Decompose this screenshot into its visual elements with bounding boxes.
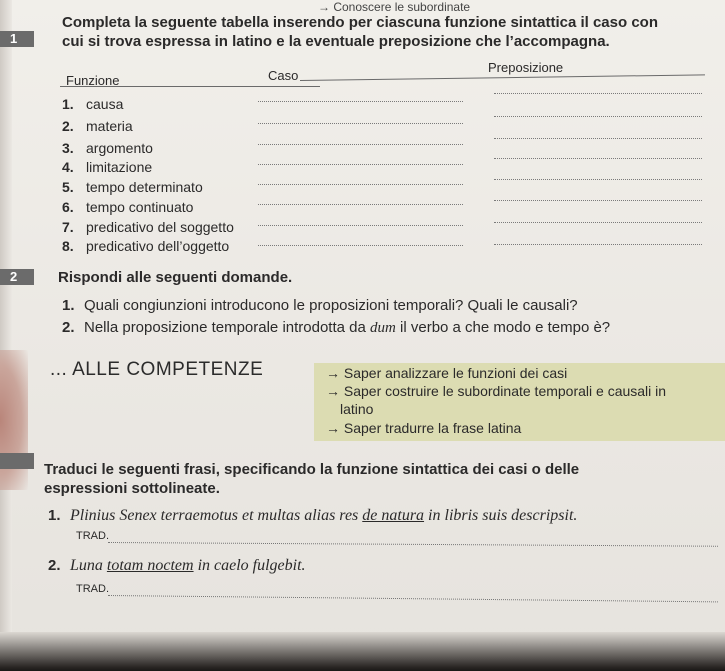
bottom-shadow <box>0 632 725 671</box>
question-text-before: Nella proposizione temporale introdotta da <box>84 319 371 336</box>
table-row <box>62 118 133 134</box>
row-number: 4. <box>62 159 74 175</box>
row-label: predicativo del soggetto <box>86 219 234 235</box>
table-row <box>62 179 203 195</box>
exercise-1-title-line2: cui si trova espressa in latino e la eventuale preposizione che l’accompagna. <box>62 33 610 50</box>
case-blank[interactable] <box>258 184 463 185</box>
preposition-blank[interactable] <box>494 138 702 139</box>
preposition-blank[interactable] <box>494 158 702 159</box>
underlined-expression: totam noctem <box>106 557 194 574</box>
competenze-heading: ... ALLE COMPETENZE <box>50 359 264 380</box>
row-number: 3. <box>62 140 74 156</box>
sentence-number: 1. <box>48 507 61 524</box>
table-row <box>62 238 229 254</box>
exercise-1-number: 1 <box>0 31 34 47</box>
table-row <box>62 199 193 215</box>
preposition-blank[interactable] <box>494 116 702 117</box>
sentence-number: 2. <box>48 557 61 574</box>
competenze-item: → Saper costruire le subordinate temporali e causali in <box>326 383 667 399</box>
preposition-blank[interactable] <box>494 93 702 94</box>
exercise-2-title: Rispondi alle seguenti domande. <box>58 269 293 286</box>
sentence-text-after: in libris suis descripsit. <box>424 507 578 524</box>
question-number: 2. <box>62 319 75 336</box>
preposition-blank[interactable] <box>494 222 702 223</box>
exercise-3-marker <box>0 453 34 469</box>
row-label: materia <box>86 118 133 134</box>
row-label: limitazione <box>86 159 153 175</box>
row-number: 5. <box>62 179 74 195</box>
row-number: 8. <box>62 238 74 254</box>
question-text-after: il verbo a che modo e tempo è? <box>395 319 611 336</box>
translation-blank[interactable] <box>108 542 718 547</box>
case-blank[interactable] <box>258 245 463 246</box>
question-item <box>62 297 578 314</box>
case-blank[interactable] <box>258 123 463 124</box>
competenze-item: → Saper tradurre la frase latina <box>326 420 522 436</box>
row-label: tempo continuato <box>86 199 194 215</box>
row-number: 7. <box>62 219 74 235</box>
preposition-blank[interactable] <box>494 244 702 245</box>
translation-label: TRAD. <box>76 530 109 542</box>
case-blank[interactable] <box>258 144 463 145</box>
exercise-1-title-line1: Completa la seguente tabella inserendo per ciascuna funzione sintattica il caso con <box>62 14 658 31</box>
header-rule-left <box>60 86 320 87</box>
case-blank[interactable] <box>258 164 463 165</box>
table-row <box>62 140 153 156</box>
sentence-text-before: Luna <box>70 557 107 574</box>
table-row <box>62 219 234 235</box>
question-item <box>62 319 610 337</box>
case-blank[interactable] <box>258 101 463 102</box>
finger-shadow <box>0 350 28 490</box>
exercise-2-number: 2 <box>0 269 34 285</box>
row-label: tempo determinato <box>86 179 203 195</box>
question-number: 1. <box>62 297 75 314</box>
sentence-item <box>48 557 306 575</box>
header-rule-right <box>300 74 705 81</box>
question-text-italic: dum <box>370 320 396 336</box>
table-row <box>62 159 152 175</box>
sentence-text-before: Plinius Senex terraemotus et multas alias res <box>70 507 363 524</box>
row-label: predicativo dell’oggetto <box>86 238 230 254</box>
section-reference: → Conoscere le subordinate <box>318 0 471 14</box>
case-blank[interactable] <box>258 225 463 226</box>
row-number: 6. <box>62 199 74 215</box>
row-number: 1. <box>62 96 74 112</box>
column-header-caso: Caso <box>268 68 299 83</box>
sentence-item <box>48 507 577 525</box>
sentence-text-after: in caelo fulgebit. <box>193 557 306 574</box>
exercise-3-title-line2: espressioni sottolineate. <box>44 480 220 497</box>
column-header-preposizione: Preposizione <box>488 60 564 75</box>
competenze-item: latino <box>340 401 374 417</box>
table-row <box>62 96 123 112</box>
preposition-blank[interactable] <box>494 179 702 180</box>
exercise-3-title-line1: Traduci le seguenti frasi, specificando la funzione sintattica dei casi o delle <box>44 461 580 478</box>
case-blank[interactable] <box>258 204 463 205</box>
question-text: Quali congiunzioni introducono le proposizioni temporali? Quali le causali? <box>84 297 578 314</box>
row-label: causa <box>86 96 124 112</box>
row-number: 2. <box>62 118 74 134</box>
translation-blank[interactable] <box>108 595 718 602</box>
preposition-blank[interactable] <box>494 200 702 201</box>
page-edge-shadow <box>0 0 12 671</box>
underlined-expression: de natura <box>362 507 425 524</box>
competenze-item: → Saper analizzare le funzioni dei casi <box>326 365 568 381</box>
row-label: argomento <box>86 140 153 156</box>
translation-label: TRAD. <box>76 583 109 595</box>
column-header-funzione: Funzione <box>66 73 120 88</box>
